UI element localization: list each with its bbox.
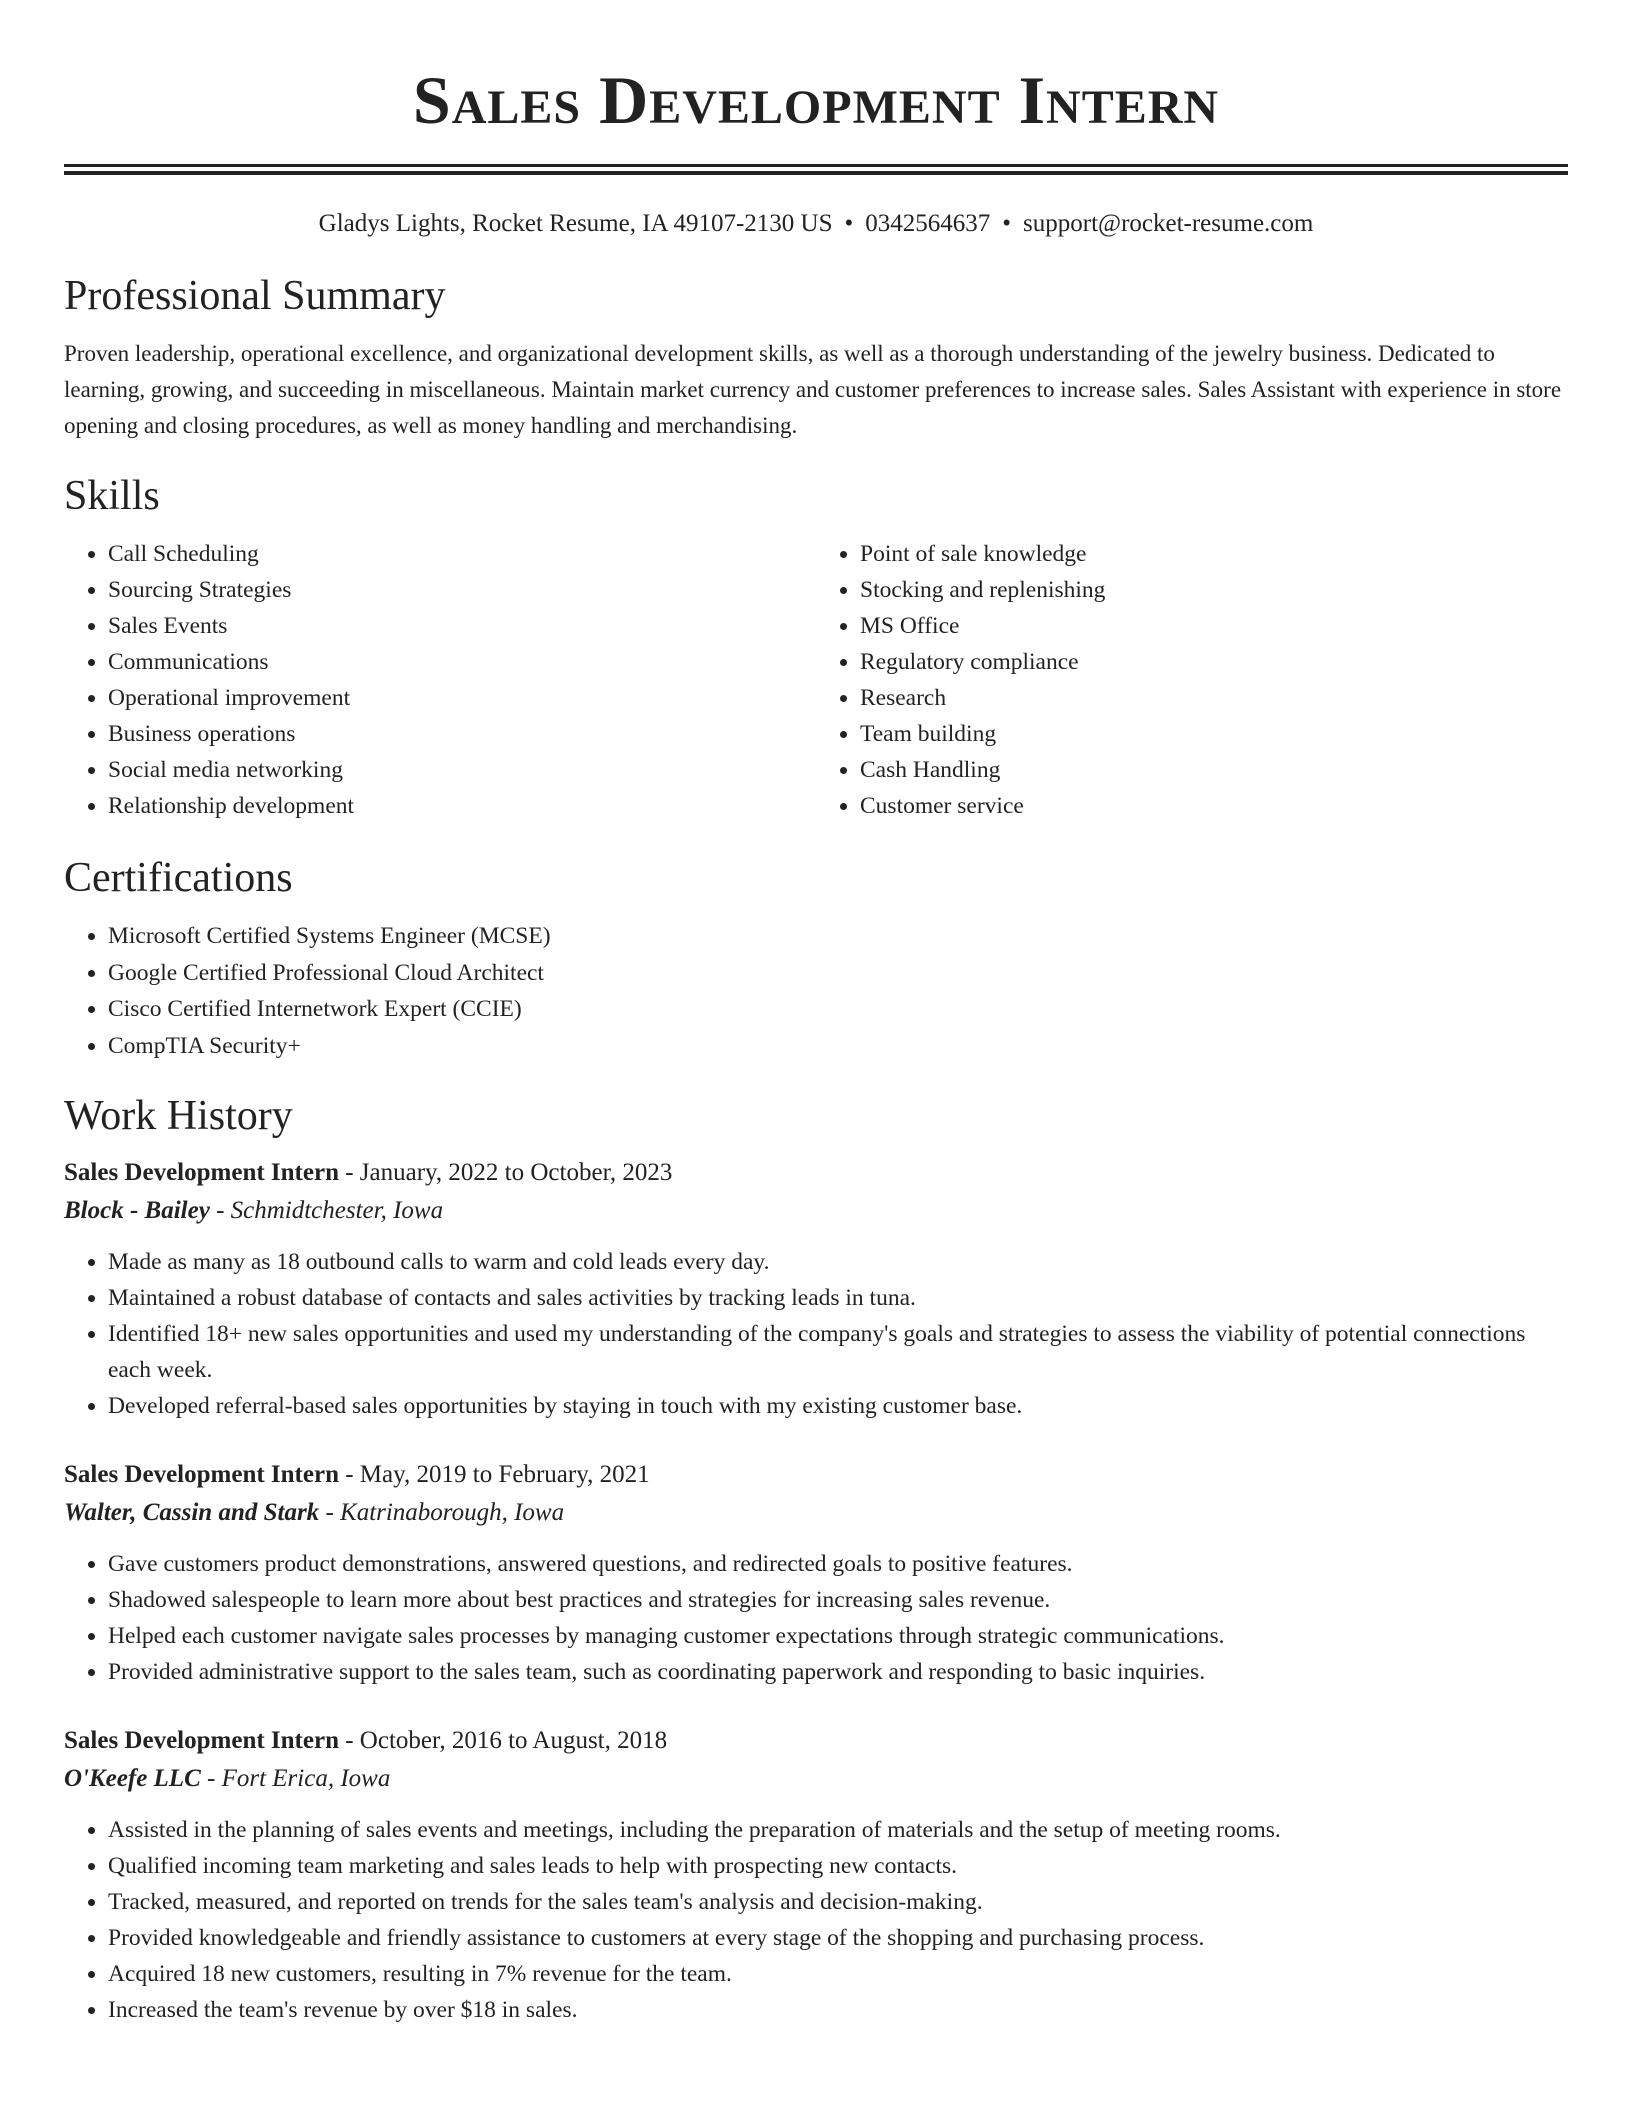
job-bullets — [64, 1812, 1568, 2028]
job-role: Sales Development Intern — [64, 1727, 339, 1754]
skill-item: • Relationship development — [108, 788, 816, 824]
job-company-line — [64, 1494, 1568, 1532]
contact-separator: • — [844, 210, 854, 237]
skill-item: • Cash Handling — [860, 752, 1568, 788]
skill-item: • Sourcing Strategies — [108, 572, 816, 608]
job-bullet: • Gave customers product demonstrations, answered questions, and redirected goals to positive features. — [108, 1546, 1568, 1582]
job-company-line — [64, 1192, 1568, 1230]
skill-item: • Team building — [860, 716, 1568, 752]
title-divider — [64, 164, 1568, 175]
job-header — [64, 1456, 1568, 1494]
job-location: - Schmidtchester, Iowa — [209, 1197, 444, 1224]
job-bullet: • Tracked, measured, and reported on trends for the sales team's analysis and decision-making. — [108, 1884, 1568, 1920]
skill-item: • Point of sale knowledge — [860, 536, 1568, 572]
job-header — [64, 1154, 1568, 1192]
contact-line — [64, 208, 1568, 240]
contact-separator: • — [1002, 210, 1012, 237]
certification-item: • CompTIA Security+ — [108, 1028, 1568, 1065]
job-company: O'Keefe LLC — [64, 1765, 201, 1792]
summary-text: Proven leadership, operational excellence, and organizational development skills, as well as a thorough understanding of the jewelry business. Dedicated to learning, growing, and succeeding in miscellaneous. Maintain market currency and customer preferences to increase sales. Sales Assistant with experience in store opening and closing procedures, as well as money handling and merchandising. — [64, 341, 1562, 438]
job-role: Sales Development Intern — [64, 1461, 339, 1488]
job-company-line — [64, 1760, 1568, 1798]
certification-item: • Cisco Certified Internetwork Expert (CCIE) — [108, 991, 1568, 1028]
job-company: Block - Bailey — [64, 1197, 210, 1224]
contact-phone: 0342564637 — [865, 210, 991, 237]
job-dates: - October, 2016 to August, 2018 — [338, 1727, 668, 1754]
certifications-list — [64, 918, 1568, 1064]
skill-item: • Stocking and replenishing — [860, 572, 1568, 608]
skills-list-left — [64, 536, 816, 824]
job-entry — [64, 1456, 1568, 1690]
job-bullet: • Shadowed salespeople to learn more about best practices and strategies for increasing sales revenue. — [108, 1582, 1568, 1618]
job-role: Sales Development Intern — [64, 1159, 339, 1186]
job-bullet: • Provided administrative support to the sales team, such as coordinating paperwork and responding to basic inquiries. — [108, 1654, 1568, 1690]
job-bullet: • Helped each customer navigate sales processes by managing customer expectations through strategic communications. — [108, 1618, 1568, 1654]
job-bullet: • Provided knowledgeable and friendly assistance to customers at every stage of the shopping and purchasing process. — [108, 1920, 1568, 1956]
skill-item: • Operational improvement — [108, 680, 816, 716]
job-bullet: • Made as many as 18 outbound calls to warm and cold leads every day. — [108, 1244, 1568, 1280]
skill-item: • Communications — [108, 644, 816, 680]
job-bullet: • Acquired 18 new customers, resulting in 7% revenue for the team. — [108, 1956, 1568, 1992]
skill-item: • Regulatory compliance — [860, 644, 1568, 680]
skill-item: • Research — [860, 680, 1568, 716]
skill-item: • Customer service — [860, 788, 1568, 824]
job-bullet: • Assisted in the planning of sales events and meetings, including the preparation of materials and the setup of meeting rooms. — [108, 1812, 1568, 1848]
skill-item: • Social media networking — [108, 752, 816, 788]
skill-item: • Sales Events — [108, 608, 816, 644]
skill-item: • MS Office — [860, 608, 1568, 644]
skill-item: • Call Scheduling — [108, 536, 816, 572]
skill-item: • Business operations — [108, 716, 816, 752]
contact-email: support@rocket-resume.com — [1023, 210, 1314, 237]
summary-heading: Professional Summary — [64, 273, 446, 319]
job-header — [64, 1722, 1568, 1760]
job-location: - Katrinaborough, Iowa — [319, 1499, 565, 1526]
certification-item: • Microsoft Certified Systems Engineer (MCSE) — [108, 918, 1568, 955]
skills-heading: Skills — [64, 473, 160, 519]
job-bullet: • Increased the team's revenue by over $18 in sales. — [108, 1992, 1568, 2028]
certification-item: • Google Certified Professional Cloud Architect — [108, 955, 1568, 992]
skills-list-right — [816, 536, 1568, 824]
job-bullet: • Identified 18+ new sales opportunities and used my understanding of the company's goals and strategies to assess the viability of potential connections each week. — [108, 1316, 1568, 1388]
job-company: Walter, Cassin and Stark — [64, 1499, 320, 1526]
skills-columns — [64, 536, 1568, 824]
job-location: - Fort Erica, Iowa — [200, 1765, 391, 1792]
job-dates: - January, 2022 to October, 2023 — [338, 1159, 673, 1186]
job-entry — [64, 1722, 1568, 2028]
job-bullets — [64, 1244, 1568, 1424]
job-bullet: • Maintained a robust database of contacts and sales activities by tracking leads in tuna. — [108, 1280, 1568, 1316]
job-bullet: • Developed referral-based sales opportunities by staying in touch with my existing customer base. — [108, 1388, 1568, 1424]
job-bullet: • Qualified incoming team marketing and sales leads to help with prospecting new contacts. — [108, 1848, 1568, 1884]
resume-page — [64, 0, 1568, 2028]
certifications-heading: Certifications — [64, 855, 293, 901]
work-history-heading: Work History — [64, 1093, 293, 1139]
job-bullets — [64, 1546, 1568, 1690]
contact-address: Gladys Lights, Rocket Resume, IA 49107-2130 US — [318, 210, 833, 237]
job-entry — [64, 1154, 1568, 1424]
resume-title: Sales Development Intern — [412, 62, 1220, 138]
job-dates: - May, 2019 to February, 2021 — [338, 1461, 650, 1488]
